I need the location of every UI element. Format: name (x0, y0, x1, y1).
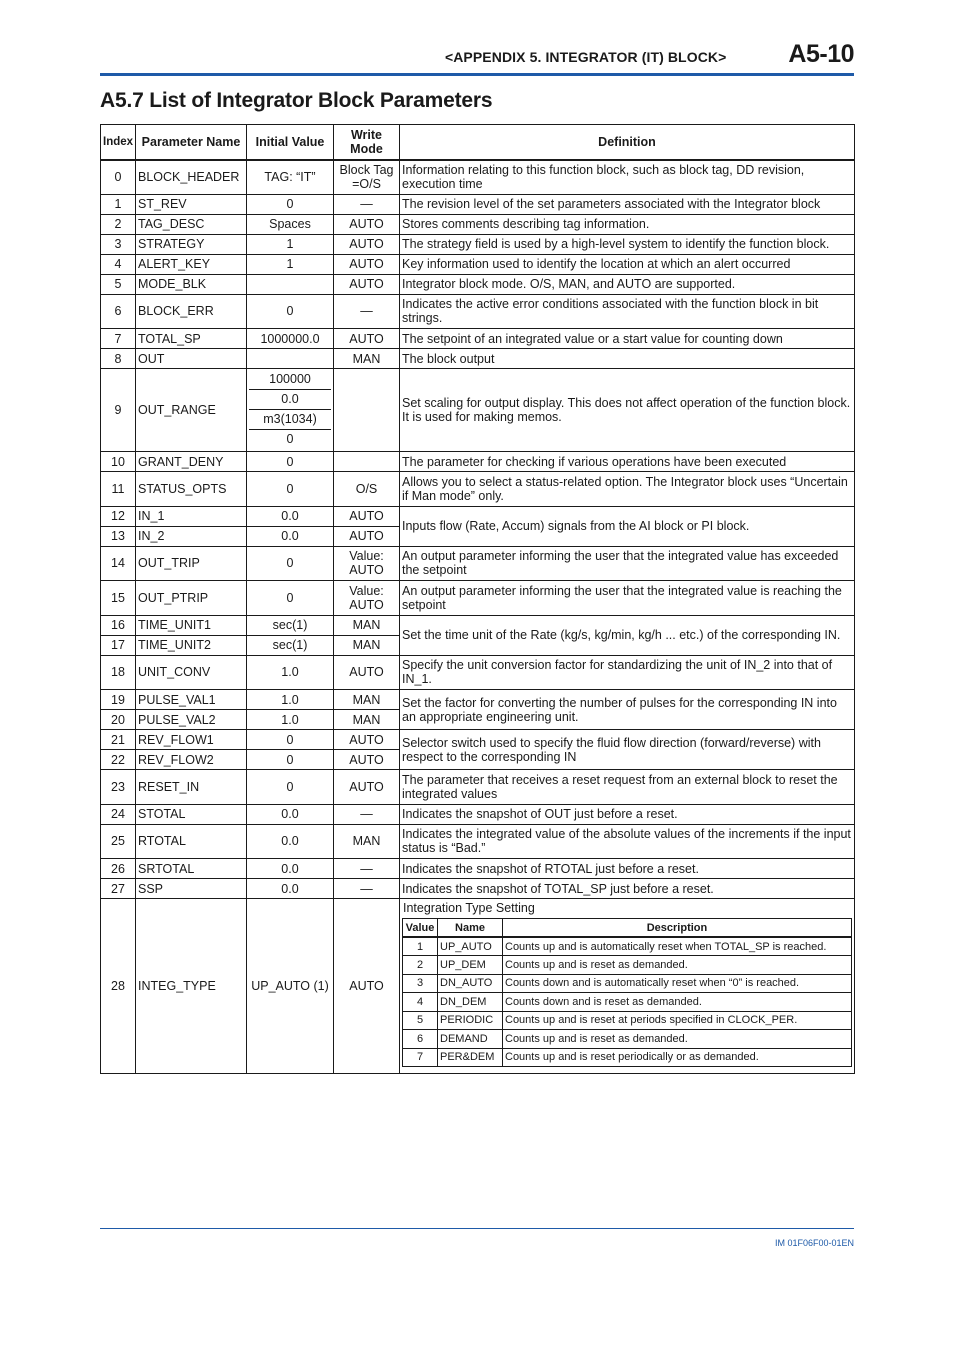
cell-index: 26 (101, 859, 136, 879)
cell-name: GRANT_DENY (136, 452, 247, 472)
cell-write: AUTO (334, 234, 400, 254)
cell-write: AUTO (334, 526, 400, 546)
cell-write: AUTO (334, 274, 400, 294)
cell-index: 16 (101, 615, 136, 635)
out-range-eu0: 0.0 (249, 390, 331, 410)
cell-index: 22 (101, 750, 136, 770)
sub-col-name: Name (438, 919, 503, 938)
integ-name: PERIODIC (438, 1011, 503, 1030)
page-header (445, 40, 854, 69)
table-row (101, 194, 855, 214)
table-row (101, 472, 855, 507)
cell-index: 21 (101, 730, 136, 750)
integ-name: DN_AUTO (438, 974, 503, 993)
cell-index: 17 (101, 635, 136, 655)
cell-initial: 1.0 (247, 690, 334, 710)
table-row (101, 294, 855, 329)
cell-index: 19 (101, 690, 136, 710)
cell-index: 4 (101, 254, 136, 274)
cell-write: — (334, 294, 400, 329)
cell-index: 5 (101, 274, 136, 294)
cell-index: 10 (101, 452, 136, 472)
integ-value: 6 (403, 1030, 438, 1049)
cell-definition: Information relating to this function block, such as block tag, DD revision, execution time (400, 160, 855, 195)
cell-index: 8 (101, 349, 136, 369)
integ-description: Counts up and is reset as demanded. (503, 1030, 852, 1049)
table-row (101, 859, 855, 879)
cell-index: 27 (101, 879, 136, 899)
cell-name: BLOCK_HEADER (136, 160, 247, 195)
cell-initial: 0 (247, 472, 334, 507)
cell-definition: Key information used to identify the location at which an alert occurred (400, 254, 855, 274)
table-row (101, 452, 855, 472)
cell-definition: Selector switch used to specify the fluid flow direction (forward/reverse) with respect to the corresponding IN (400, 730, 855, 770)
integ-type-title: Integration Type Setting (403, 901, 535, 915)
appendix-label: <APPENDIX 5. INTEGRATOR (IT) BLOCK> (444, 49, 727, 65)
cell-name: SSP (136, 879, 247, 899)
table-row (101, 506, 855, 526)
integ-description: Counts up and is reset as demanded. (503, 956, 852, 975)
cell-initial: 0 (247, 750, 334, 770)
footer-rule (100, 1228, 854, 1229)
cell-initial: 0.0 (247, 824, 334, 859)
cell-write: — (334, 879, 400, 899)
cell-write: O/S (334, 472, 400, 507)
cell-index: 1 (101, 194, 136, 214)
table-row (101, 690, 855, 710)
cell-definition: The strategy field is used by a high-level system to identify the function block. (400, 234, 855, 254)
integ-name: UP_AUTO (438, 937, 503, 956)
cell-name: PULSE_VAL2 (136, 710, 247, 730)
table-row (101, 234, 855, 254)
out-range-eu100: 100000 (249, 370, 331, 390)
cell-initial: 1 (247, 234, 334, 254)
integ-name: UP_DEM (438, 956, 503, 975)
cell-index: 0 (101, 160, 136, 195)
integ-name: PER&DEM (438, 1048, 503, 1067)
cell-index: 14 (101, 546, 136, 581)
cell-index: 24 (101, 804, 136, 824)
cell-definition: Set scaling for output display. This does not affect operation of the function block. It is used for making memos. (400, 369, 855, 452)
cell-name: OUT_TRIP (136, 546, 247, 581)
table-row (101, 349, 855, 369)
col-header-initial: Initial Value (247, 125, 334, 160)
cell-write: AUTO (334, 329, 400, 349)
table-row (101, 770, 855, 805)
cell-name: OUT_PTRIP (136, 581, 247, 616)
cell-name: IN_1 (136, 506, 247, 526)
cell-definition-integ-type (400, 899, 855, 1074)
integ-type-row (403, 937, 852, 956)
table-row (101, 369, 855, 452)
integ-type-row (403, 1048, 852, 1067)
cell-name: OUT_RANGE (136, 369, 247, 452)
cell-definition: Indicates the active error conditions associated with the function block in bit strings. (400, 294, 855, 329)
col-header-definition: Definition (400, 125, 855, 160)
cell-write: MAN (334, 824, 400, 859)
table-row (101, 615, 855, 635)
cell-initial: sec(1) (247, 635, 334, 655)
cell-name: ST_REV (136, 194, 247, 214)
cell-initial: 0.0 (247, 859, 334, 879)
table-row (101, 254, 855, 274)
cell-index: 6 (101, 294, 136, 329)
section-title: A5.7 List of Integrator Block Parameters (100, 89, 493, 112)
cell-name: TIME_UNIT2 (136, 635, 247, 655)
cell-definition: Indicates the snapshot of TOTAL_SP just before a reset. (400, 879, 855, 899)
cell-definition: Inputs flow (Rate, Accum) signals from the AI block or PI block. (400, 506, 855, 546)
integ-value: 5 (403, 1011, 438, 1030)
cell-initial: 0 (247, 452, 334, 472)
cell-write: AUTO (334, 730, 400, 750)
page-number: A5-10 (788, 40, 854, 68)
col-header-index: Index (101, 125, 136, 160)
cell-index: 18 (101, 655, 136, 690)
table-row (101, 899, 855, 1074)
cell-initial: 1000000.0 (247, 329, 334, 349)
table-row (101, 546, 855, 581)
document-code: IM 01F06F00-01EN (774, 1238, 854, 1248)
cell-initial: 0 (247, 581, 334, 616)
out-range-units: m3(1034) (249, 410, 331, 430)
integ-value: 7 (403, 1048, 438, 1067)
cell-initial: 1.0 (247, 710, 334, 730)
cell-initial: 0.0 (247, 506, 334, 526)
integ-description: Counts down and is reset as demanded. (503, 993, 852, 1012)
cell-initial: Spaces (247, 214, 334, 234)
cell-index: 28 (101, 899, 136, 1074)
cell-initial: 1.0 (247, 655, 334, 690)
cell-definition: Indicates the snapshot of RTOTAL just before a reset. (400, 859, 855, 879)
cell-initial: 0.0 (247, 879, 334, 899)
cell-initial (247, 349, 334, 369)
integ-type-row (403, 1030, 852, 1049)
cell-definition: Specify the unit conversion factor for standardizing the unit of IN_2 into that of IN_1. (400, 655, 855, 690)
cell-write: Value: AUTO (334, 581, 400, 616)
cell-definition: An output parameter informing the user that the integrated value has exceeded the setpoint (400, 546, 855, 581)
cell-definition: The parameter for checking if various operations have been executed (400, 452, 855, 472)
cell-write: Block Tag =O/S (334, 160, 400, 195)
cell-index: 3 (101, 234, 136, 254)
cell-name: RTOTAL (136, 824, 247, 859)
cell-name: REV_FLOW2 (136, 750, 247, 770)
cell-write: MAN (334, 635, 400, 655)
cell-index: 23 (101, 770, 136, 805)
cell-index: 7 (101, 329, 136, 349)
cell-write: AUTO (334, 214, 400, 234)
cell-name: IN_2 (136, 526, 247, 546)
cell-initial: 0 (247, 546, 334, 581)
cell-name: STRATEGY (136, 234, 247, 254)
table-row (101, 160, 855, 195)
col-header-name: Parameter Name (136, 125, 247, 160)
cell-name: SRTOTAL (136, 859, 247, 879)
cell-write: AUTO (334, 254, 400, 274)
cell-initial: 1 (247, 254, 334, 274)
table-row (101, 804, 855, 824)
cell-write (334, 452, 400, 472)
cell-initial: 0.0 (247, 804, 334, 824)
cell-name: RESET_IN (136, 770, 247, 805)
table-row (101, 581, 855, 616)
cell-name: TAG_DESC (136, 214, 247, 234)
cell-name: STATUS_OPTS (136, 472, 247, 507)
cell-write: AUTO (334, 899, 400, 1074)
cell-name: UNIT_CONV (136, 655, 247, 690)
integ-name: DEMAND (438, 1030, 503, 1049)
col-header-write: Write Mode (334, 125, 400, 160)
cell-write: Value: AUTO (334, 546, 400, 581)
integ-type-row (403, 956, 852, 975)
out-range-decimal: 0 (286, 432, 294, 446)
sub-col-description: Description (503, 919, 852, 938)
integ-description: Counts up and is reset at periods specified in CLOCK_PER. (503, 1011, 852, 1030)
integ-name: DN_DEM (438, 993, 503, 1012)
cell-name: BLOCK_ERR (136, 294, 247, 329)
integ-description: Counts up and is automatically reset when TOTAL_SP is reached. (503, 937, 852, 956)
cell-initial: UP_AUTO (1) (247, 899, 334, 1074)
cell-name: PULSE_VAL1 (136, 690, 247, 710)
cell-definition: An output parameter informing the user that the integrated value is reaching the setpoint (400, 581, 855, 616)
cell-initial (247, 274, 334, 294)
table-row (101, 879, 855, 899)
cell-definition: Indicates the integrated value of the absolute values of the increments if the input status is “Bad.” (400, 824, 855, 859)
integ-type-row (403, 993, 852, 1012)
cell-definition: Set the time unit of the Rate (kg/s, kg/min, kg/h ... etc.) of the corresponding IN. (400, 615, 855, 655)
cell-write: AUTO (334, 506, 400, 526)
cell-initial: 0 (247, 294, 334, 329)
cell-name: INTEG_TYPE (136, 899, 247, 1074)
cell-index: 11 (101, 472, 136, 507)
integ-type-table (402, 918, 852, 1067)
integ-type-row (403, 1011, 852, 1030)
cell-name: OUT (136, 349, 247, 369)
cell-name: MODE_BLK (136, 274, 247, 294)
cell-write (334, 369, 400, 452)
cell-initial: 0.0 (247, 526, 334, 546)
integ-value: 1 (403, 937, 438, 956)
table-row (101, 329, 855, 349)
cell-initial: 0 (247, 770, 334, 805)
cell-index: 20 (101, 710, 136, 730)
integ-description: Counts down and is automatically reset when “0” is reached. (503, 974, 852, 993)
cell-write: AUTO (334, 655, 400, 690)
cell-name: TOTAL_SP (136, 329, 247, 349)
cell-index: 9 (101, 369, 136, 452)
cell-write: AUTO (334, 770, 400, 805)
cell-definition: Integrator block mode. O/S, MAN, and AUTO are supported. (400, 274, 855, 294)
sub-col-value: Value (403, 919, 438, 938)
cell-definition: The block output (400, 349, 855, 369)
cell-definition: Stores comments describing tag information. (400, 214, 855, 234)
cell-definition: The setpoint of an integrated value or a start value for counting down (400, 329, 855, 349)
table-row (101, 274, 855, 294)
cell-name: TIME_UNIT1 (136, 615, 247, 635)
cell-initial: sec(1) (247, 615, 334, 635)
cell-definition: Indicates the snapshot of OUT just before a reset. (400, 804, 855, 824)
table-row (101, 730, 855, 750)
cell-name: STOTAL (136, 804, 247, 824)
cell-index: 13 (101, 526, 136, 546)
cell-definition: Allows you to select a status-related option. The Integrator block uses “Uncertain if Man mode” only. (400, 472, 855, 507)
cell-definition: The revision level of the set parameters associated with the Integrator block (400, 194, 855, 214)
cell-name: ALERT_KEY (136, 254, 247, 274)
cell-write: MAN (334, 690, 400, 710)
integ-value: 3 (403, 974, 438, 993)
table-row (101, 655, 855, 690)
table-row (101, 824, 855, 859)
cell-definition: Set the factor for converting the number of pulses for the corresponding IN into an appropriate engineering unit. (400, 690, 855, 730)
cell-definition: The parameter that receives a reset request from an external block to reset the integrated values (400, 770, 855, 805)
cell-write: MAN (334, 710, 400, 730)
header-rule (100, 73, 854, 76)
cell-write: MAN (334, 615, 400, 635)
cell-write: AUTO (334, 750, 400, 770)
cell-write: — (334, 194, 400, 214)
cell-index: 25 (101, 824, 136, 859)
cell-index: 15 (101, 581, 136, 616)
integ-type-row (403, 974, 852, 993)
cell-initial: 0 (247, 194, 334, 214)
cell-write: — (334, 859, 400, 879)
cell-index: 12 (101, 506, 136, 526)
cell-write: MAN (334, 349, 400, 369)
cell-index: 2 (101, 214, 136, 234)
cell-initial: 0 (247, 730, 334, 750)
cell-initial-stack (247, 369, 334, 452)
integ-value: 4 (403, 993, 438, 1012)
integ-description: Counts up and is reset periodically or as demanded. (503, 1048, 852, 1067)
table-row (101, 214, 855, 234)
cell-write: — (334, 804, 400, 824)
cell-name: REV_FLOW1 (136, 730, 247, 750)
cell-initial: TAG: “IT” (247, 160, 334, 195)
integ-value: 2 (403, 956, 438, 975)
parameter-table (100, 124, 855, 1074)
